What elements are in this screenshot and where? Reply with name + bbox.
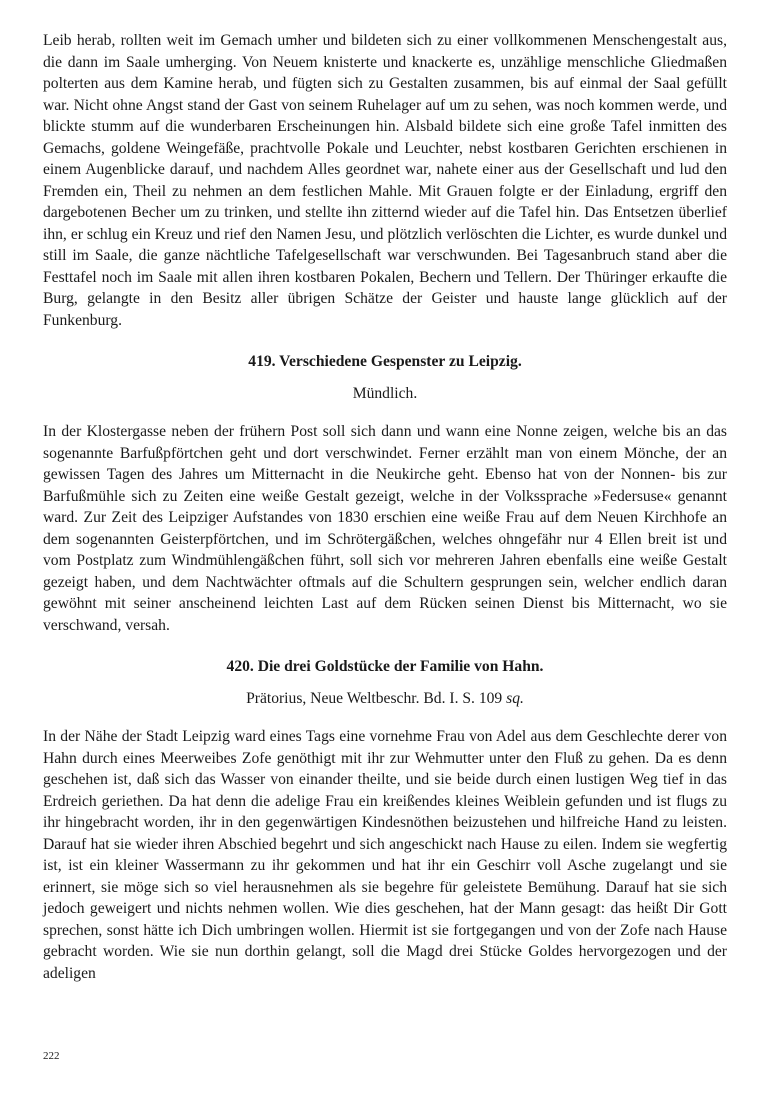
body-paragraph-419: In der Klostergasse neben der frühern Post soll sich dann und wann eine Nonne zeigen, welche bis an das sogenannte Barfußpförtchen geht und dort verschwindet. Ferner erzählt man von einem Mönche, der an gewissen Tagen des Jahres um Mitternacht in die Neukirche geht. Ebenso hat von der Nonnen- bis zur Barfußmühle sich zu Zeiten eine weiße Gestalt gezeigt, welche in der Volkssprache »Federsuse« genannt ward. Zur Zeit des Leipziger Aufstandes von 1830 erschien eine weiße Frau auf dem Neuen Kirchhofe an dem sogenannten Geisterpförtchen, und im Schrötergäßchen, welches ohngefähr nur 4 Ellen breit ist und vom Postplatz zum Windmühlengäßchen führt, soll sich vor mehreren Jahren ebenfalls eine weiße Gestalt gezeigt haben, und dem Nachtwächter oftmals auf die Schultern gesprungen sein, welcher endlich daran gewöhnt mit seiner anscheinend leichten Last auf dem Rücken seinen Dienst bis Mitternacht, wo sie verschwand, versah.	[43, 423, 727, 634]
source-420-citation: Prätorius, Neue Weltbeschr. Bd. I. S. 109	[246, 689, 507, 707]
section-source-420	[43, 688, 727, 710]
section-source-419: Mündlich.	[352, 384, 418, 402]
page-body	[43, 30, 727, 984]
body-paragraph-continued: Leib herab, rollten weit im Gemach umher und bildeten sich zu einer vollkommenen Menschengestalt aus, die dann im Saale umherging. Von Neuem knisterte und knackerte es, unzählige menschliche Gliedmaßen polterten aus dem Kamine herab, und fügten sich zu Gestalten zusammen, bis auf einmal der Saal gefüllt war. Nicht ohne Angst stand der Gast von seinem Ruhelager auf um zu sehen, was noch kommen werde, und blickte stumm auf die wunderbaren Erscheinungen hin. Alsbald bildete sich eine große Tafel inmitten des Gemachs, goldene Weingefäße, prachtvolle Pokale und Leuchter, nebst kostbaren Gerichten erschienen in einem Augenblicke darauf, und nachdem Alles geordnet war, nahete einer aus der Gesellschaft und lud den Fremden ein, Theil zu nehmen an dem festlichen Mahle. Mit Grauen folgte er der Einladung, ergriff den dargebotenen Becher um zu trinken, und stellte ihn zitternd wieder auf die Tafel hin. Das Entsetzen überlief ihn, er schlug ein Kreuz und rief den Namen Jesu, und plötzlich verlöschten die Lichter, es wurde dunkel und still im Saale, die ganze nächtliche Tafelgesellschaft war verschwunden. Bei Tagesanbruch stand aber die Festtafel noch im Saale mit allen ihren kostbaren Pokalen, Bechern und Tellern. Der Thüringer erkaufte die Burg, gelangte in den Besitz aller übrigen Schätze der Geister und hauste lange glücklich auf der Funkenburg.	[43, 32, 727, 329]
section-heading-420: 420. Die drei Goldstücke der Familie von Hahn.	[226, 658, 544, 675]
page-number: 222	[43, 1050, 60, 1062]
section-heading-419: 419. Verschiedene Gespenster zu Leipzig.	[248, 353, 522, 370]
source-420-italic: sq.	[506, 689, 524, 707]
body-paragraph-420: In der Nähe der Stadt Leipzig ward eines Tags eine vornehme Frau von Adel aus dem Geschlechte derer von Hahn durch eines Meerweibes Zofe genöthigt mit ihr zur Wehmutter unter den Fluß zu gehen. Da es denn geschehen ist, daß sich das Wasser von einander theilte, und sie beide durch einen lustigen Weg tief in das Erdreich geriethen. Da hat denn die adelige Frau ein kreißendes kleines Weiblein gefunden und ist flugs zu ihr hingebracht worden, ihr in den gegenwärtigen Kindesnöthen beizustehen und hilfreiche Hand zu leisten. Darauf hat sie wieder ihren Abschied begehrt und sich angeschickt nach Hause zu eilen. Indem sie wegfertig ist, ist ein kleiner Wassermann zu ihr gekommen und hat ihr ein Geschirr voll Asche zugelangt und sie erinnert, sie möge sich so viel herausnehmen als sie begehre für geleistete Bemühung. Darauf hat sie sich jedoch geweigert und nichts nehmen wollen. Wie dies geschehen, hat der Mann gesagt: das heißt Dir Gott sprechen, sonst hätte ich Dich umbringen wollen. Hiermit ist sie fortgegangen und von der Zofe nach Hause gebracht worden. Wie sie nun dorthin gelangt, soll die Magd drei Stücke Goldes hervorgezogen und der adeligen	[43, 728, 727, 982]
